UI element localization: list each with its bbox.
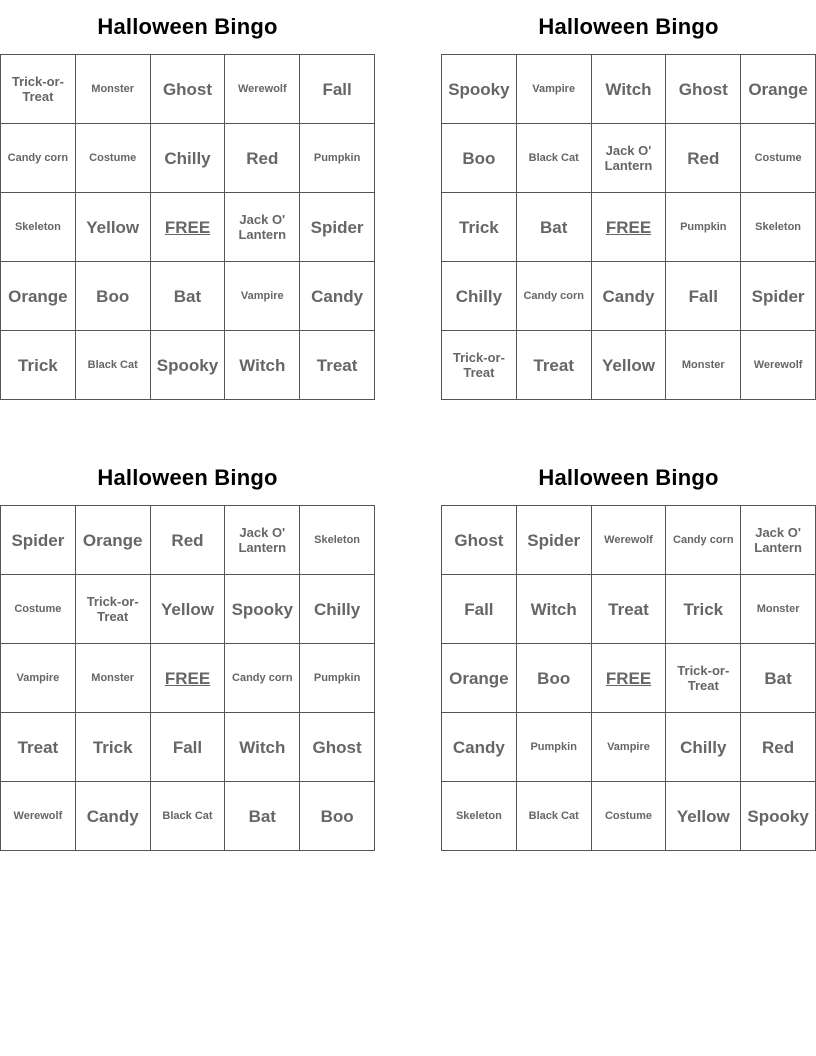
bingo-cell: Treat	[591, 575, 666, 644]
bingo-cell: Witch	[591, 55, 666, 124]
card-title: Halloween Bingo	[97, 14, 278, 39]
bingo-cell: Orange	[442, 644, 517, 713]
bingo-cell: Chilly	[150, 124, 225, 193]
bingo-cell: Ghost	[150, 55, 225, 124]
bingo-cell: Trick-or-Treat	[75, 575, 150, 644]
bingo-row	[1, 506, 375, 575]
bingo-cell: Ghost	[300, 713, 375, 782]
bingo-row	[1, 713, 375, 782]
bingo-cell: Trick	[442, 193, 517, 262]
bingo-cell: Candy	[300, 262, 375, 331]
card-title: Halloween Bingo	[538, 465, 719, 490]
bingo-cell: Spider	[516, 506, 591, 575]
bingo-cell: Costume	[75, 124, 150, 193]
bingo-cell: Boo	[75, 262, 150, 331]
bingo-row	[1, 575, 375, 644]
bingo-row	[1, 55, 375, 124]
bingo-cell: Vampire	[1, 644, 76, 713]
bingo-cell: Boo	[516, 644, 591, 713]
bingo-cell: Spider	[1, 506, 76, 575]
bingo-cell: Fall	[666, 262, 741, 331]
bingo-card-3	[0, 451, 375, 851]
bingo-row	[442, 713, 816, 782]
bingo-cell: Trick	[75, 713, 150, 782]
bingo-cell: Candy	[75, 782, 150, 851]
bingo-cell: Spooky	[442, 55, 517, 124]
bingo-cell: Chilly	[666, 713, 741, 782]
bingo-row	[1, 331, 375, 400]
bingo-cell: Bat	[225, 782, 300, 851]
bingo-cell: Vampire	[591, 713, 666, 782]
bingo-cell: Jack O' Lantern	[591, 124, 666, 193]
bingo-grid	[441, 505, 816, 851]
bingo-cell: Trick-or-Treat	[442, 331, 517, 400]
bingo-cell: Treat	[300, 331, 375, 400]
bingo-cell: Skeleton	[1, 193, 76, 262]
bingo-cell: Yellow	[75, 193, 150, 262]
bingo-cell: Candy corn	[1, 124, 76, 193]
bingo-cell: Red	[225, 124, 300, 193]
bingo-cell: Treat	[516, 331, 591, 400]
bingo-row	[442, 55, 816, 124]
bingo-cell: Trick-or-Treat	[666, 644, 741, 713]
bingo-cell: Werewolf	[591, 506, 666, 575]
bingo-row	[442, 262, 816, 331]
bingo-cell: Treat	[1, 713, 76, 782]
bingo-cell: Monster	[741, 575, 816, 644]
bingo-cell: Black Cat	[516, 124, 591, 193]
bingo-row	[442, 124, 816, 193]
bingo-cell: Skeleton	[741, 193, 816, 262]
bingo-cell: Yellow	[150, 575, 225, 644]
bingo-row	[442, 644, 816, 713]
bingo-cell: Werewolf	[741, 331, 816, 400]
bingo-row	[1, 782, 375, 851]
bingo-card-4	[441, 451, 816, 851]
bingo-cell: Red	[666, 124, 741, 193]
bingo-cell: Witch	[225, 331, 300, 400]
bingo-cell: Costume	[1, 575, 76, 644]
bingo-grid	[0, 54, 375, 400]
bingo-cell: Costume	[591, 782, 666, 851]
bingo-cell: Spooky	[150, 331, 225, 400]
bingo-cell: Fall	[300, 55, 375, 124]
bingo-cell: Jack O' Lantern	[225, 506, 300, 575]
bingo-cell: Red	[741, 713, 816, 782]
bingo-cell: Orange	[741, 55, 816, 124]
bingo-card-1	[0, 0, 375, 400]
bingo-row	[442, 575, 816, 644]
bingo-cell: Trick-or-Treat	[1, 55, 76, 124]
card-title: Halloween Bingo	[97, 465, 278, 490]
bingo-cell: Witch	[516, 575, 591, 644]
bingo-grid	[441, 54, 816, 400]
bingo-cell: Werewolf	[1, 782, 76, 851]
bingo-cell: Vampire	[225, 262, 300, 331]
bingo-cell: Chilly	[300, 575, 375, 644]
bingo-row	[1, 193, 375, 262]
bingo-cell: Orange	[75, 506, 150, 575]
bingo-cell: Skeleton	[300, 506, 375, 575]
bingo-cell: Werewolf	[225, 55, 300, 124]
bingo-cell: Boo	[442, 124, 517, 193]
bingo-cell: Jack O' Lantern	[225, 193, 300, 262]
bingo-cell: Ghost	[442, 506, 517, 575]
bingo-cell: Ghost	[666, 55, 741, 124]
bingo-cell: Yellow	[666, 782, 741, 851]
bingo-cell: Monster	[75, 644, 150, 713]
bingo-cell: Fall	[442, 575, 517, 644]
bingo-grid	[0, 505, 375, 851]
bingo-cell: Bat	[150, 262, 225, 331]
bingo-row	[1, 262, 375, 331]
free-space: FREE	[591, 193, 666, 262]
bingo-row	[442, 193, 816, 262]
bingo-cell: Witch	[225, 713, 300, 782]
bingo-row	[442, 782, 816, 851]
bingo-cell: Red	[150, 506, 225, 575]
card-title: Halloween Bingo	[538, 14, 719, 39]
bingo-cell: Pumpkin	[300, 644, 375, 713]
bingo-cell: Black Cat	[75, 331, 150, 400]
free-space: FREE	[150, 644, 225, 713]
bingo-cell: Candy corn	[666, 506, 741, 575]
bingo-cell: Chilly	[442, 262, 517, 331]
bingo-cell: Monster	[75, 55, 150, 124]
bingo-cell: Bat	[741, 644, 816, 713]
bingo-cell: Yellow	[591, 331, 666, 400]
bingo-cell: Spider	[741, 262, 816, 331]
bingo-row	[442, 506, 816, 575]
bingo-cell: Orange	[1, 262, 76, 331]
bingo-cell: Pumpkin	[516, 713, 591, 782]
bingo-cell: Bat	[516, 193, 591, 262]
bingo-row	[442, 331, 816, 400]
bingo-cell: Skeleton	[442, 782, 517, 851]
bingo-cell: Candy corn	[516, 262, 591, 331]
bingo-cell: Fall	[150, 713, 225, 782]
bingo-cell: Black Cat	[150, 782, 225, 851]
bingo-cell: Black Cat	[516, 782, 591, 851]
bingo-cell: Candy	[591, 262, 666, 331]
bingo-row	[1, 124, 375, 193]
bingo-cell: Candy	[442, 713, 517, 782]
bingo-cell: Pumpkin	[300, 124, 375, 193]
bingo-cell: Jack O' Lantern	[741, 506, 816, 575]
bingo-cell: Spider	[300, 193, 375, 262]
bingo-cell: Boo	[300, 782, 375, 851]
bingo-cell: Monster	[666, 331, 741, 400]
bingo-cell: Spooky	[741, 782, 816, 851]
bingo-cell: Pumpkin	[666, 193, 741, 262]
bingo-cell: Spooky	[225, 575, 300, 644]
bingo-cell: Vampire	[516, 55, 591, 124]
free-space: FREE	[591, 644, 666, 713]
bingo-row	[1, 644, 375, 713]
bingo-card-2	[441, 0, 816, 400]
bingo-cell: Trick	[1, 331, 76, 400]
bingo-cell: Candy corn	[225, 644, 300, 713]
bingo-cell: Costume	[741, 124, 816, 193]
bingo-cell: Trick	[666, 575, 741, 644]
free-space: FREE	[150, 193, 225, 262]
